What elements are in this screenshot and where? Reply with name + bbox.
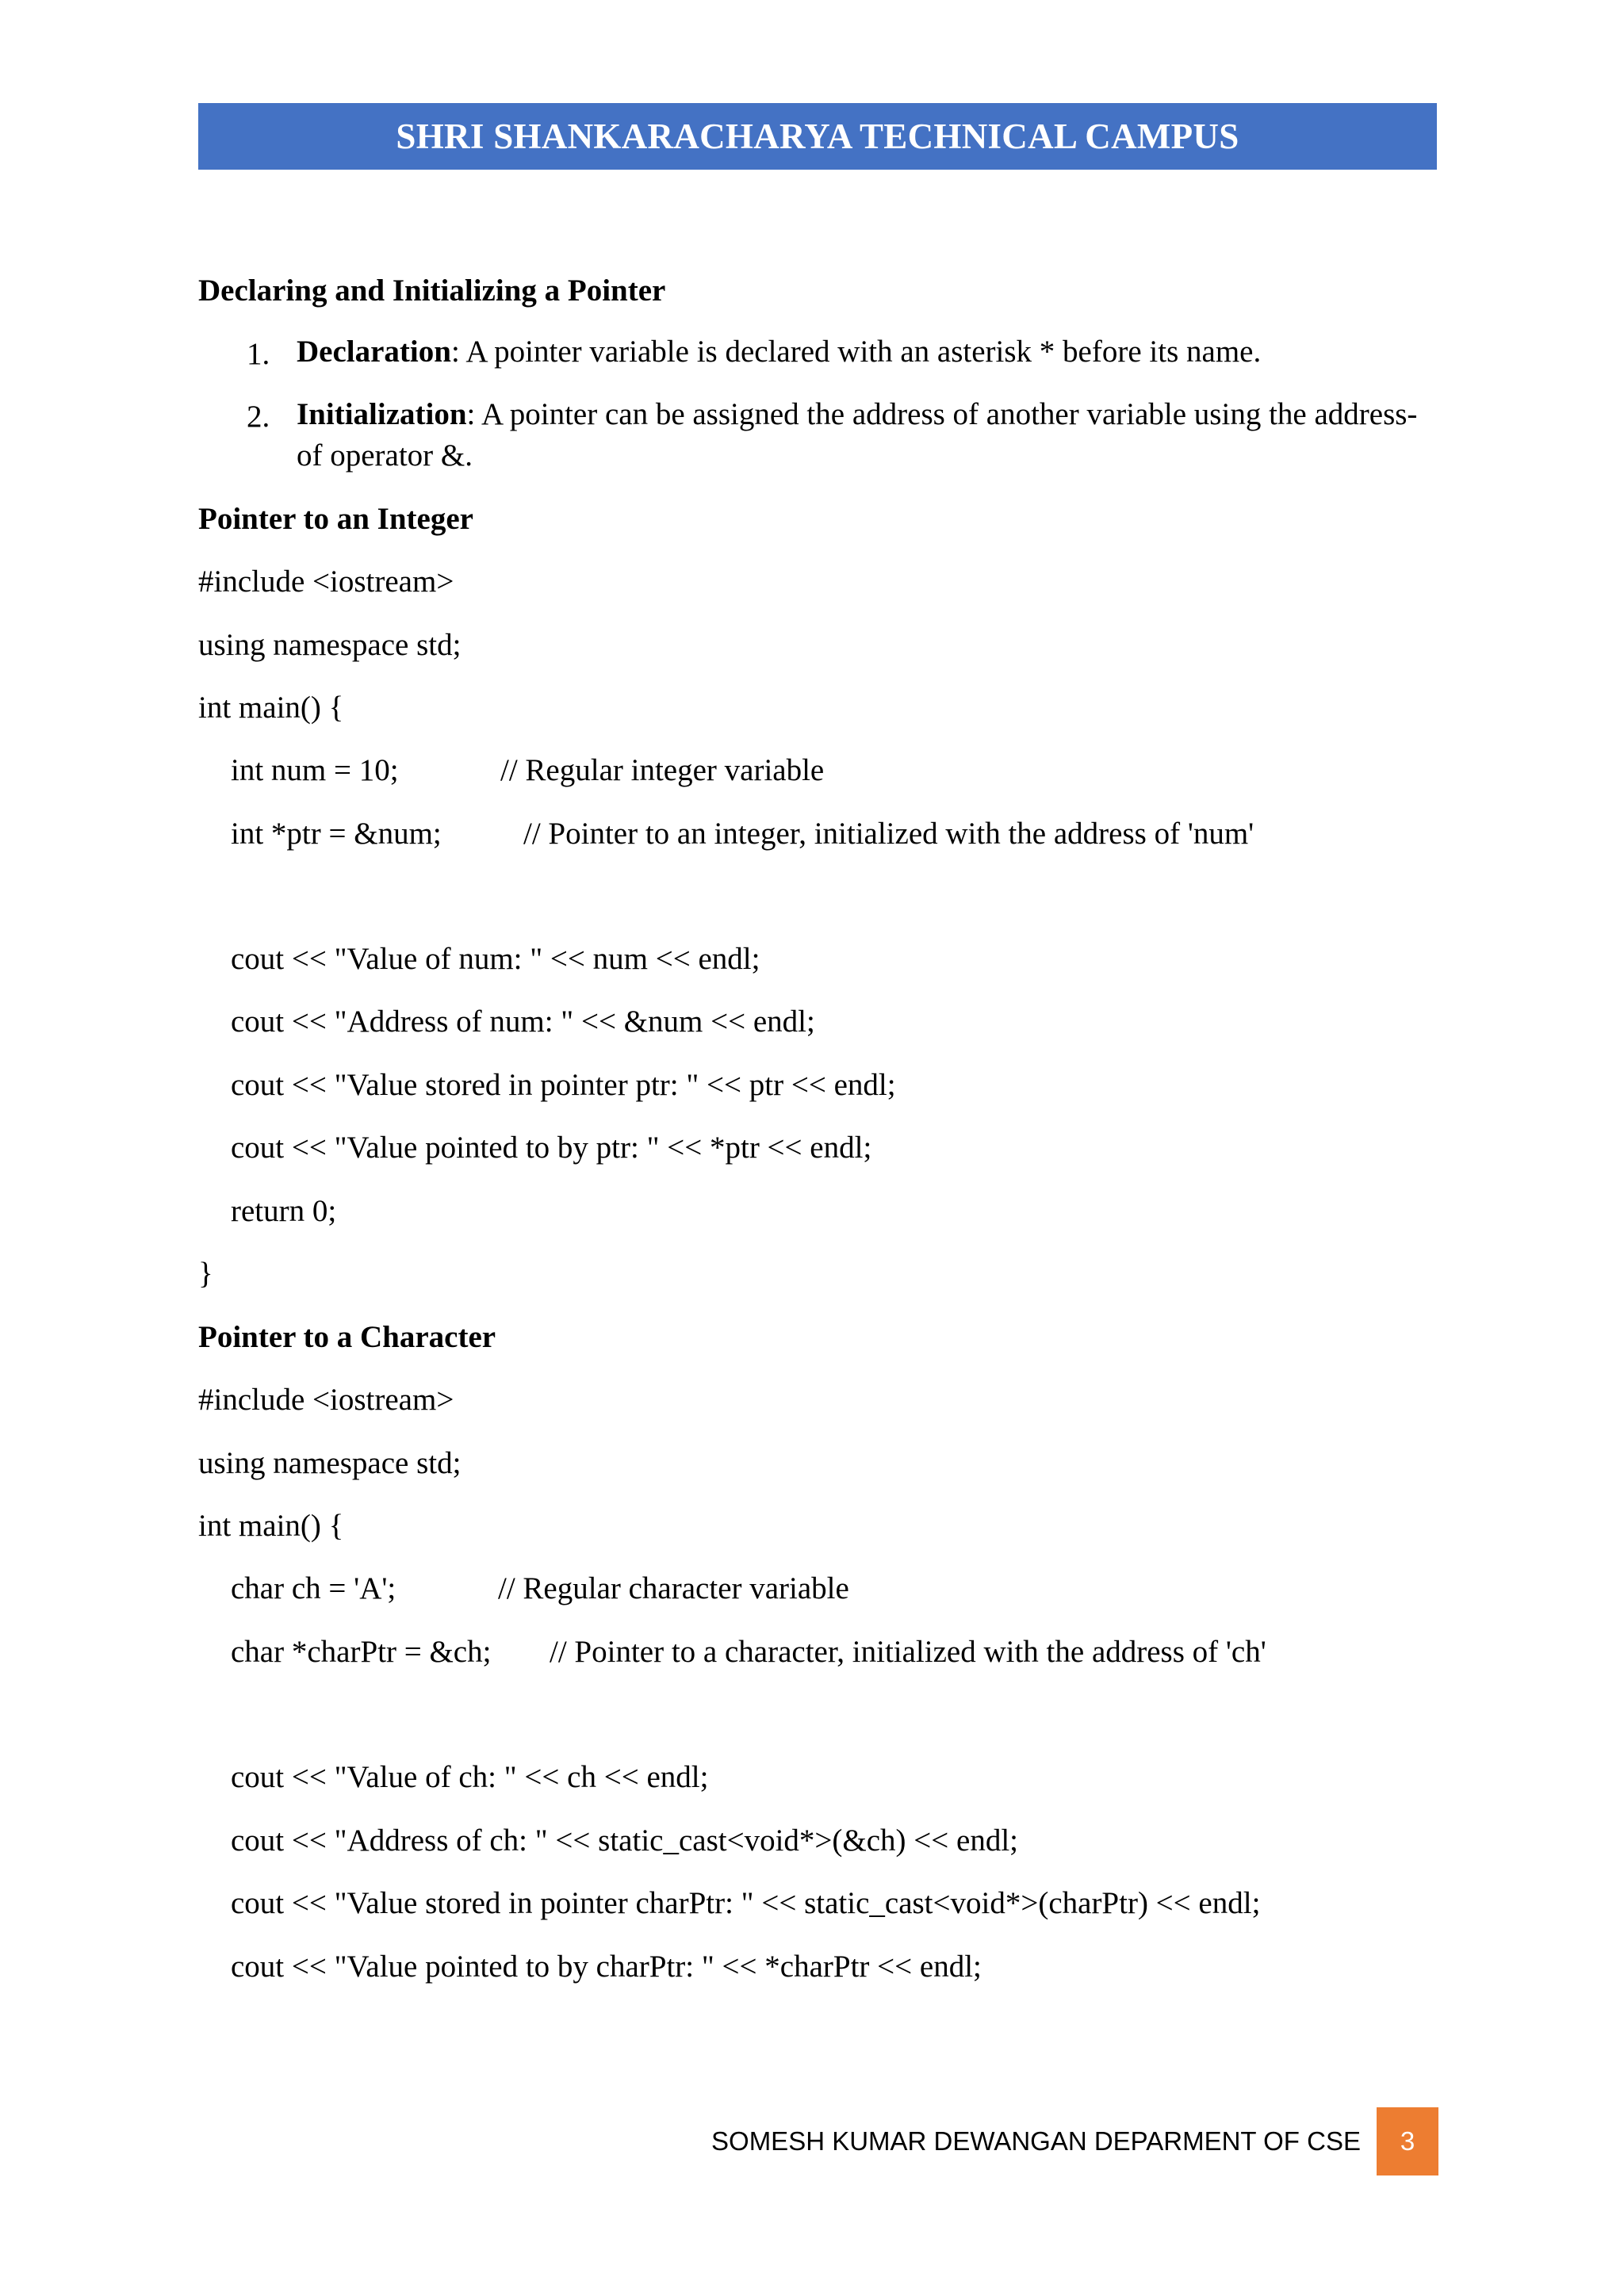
footer-author: SOMESH KUMAR DEWANGAN DEPARMENT OF CSE [711, 2126, 1361, 2156]
code-line-cout-2: cout << "Address of ch: " << static_cast<void*>(&ch) << endl; [231, 1823, 1019, 1858]
list-item-initialization [297, 394, 1438, 476]
code-line-cout-4: cout << "Value pointed to by charPtr: " << *charPtr << endl; [231, 1950, 982, 1984]
list-item-text: : A pointer can be assigned the address of another variable using the address-of operator &. [297, 397, 1418, 473]
code-line-namespace: using namespace std; [198, 628, 462, 662]
code-line-main-open: int main() { [198, 1509, 344, 1543]
header-banner [198, 103, 1437, 170]
list-item-text: : A pointer variable is declared with an asterisk * before its name. [450, 335, 1262, 369]
code-line-cout-1: cout << "Value of num: " << num << endl; [231, 942, 760, 976]
code-line-return: return 0; [231, 1194, 337, 1228]
list-item-number-1: 1. [247, 337, 270, 371]
code-comment-decl-ptr: // Pointer to an integer, initialized with the address of 'num' [523, 817, 1254, 851]
section-heading-declaring: Declaring and Initializing a Pointer [198, 274, 666, 308]
banner-title: SHRI SHANKARACHARYA TECHNICAL CAMPUS [396, 117, 1239, 156]
code-line-decl-charptr: char *charPtr = &ch; [231, 1635, 492, 1669]
code-comment-decl-ch: // Regular character variable [498, 1571, 849, 1605]
code-line-main-close: } [198, 1257, 213, 1291]
code-line-decl-num: int num = 10; [231, 753, 399, 787]
section-heading-integer: Pointer to an Integer [198, 502, 473, 536]
code-line-cout-3: cout << "Value stored in pointer ptr: " << ptr << endl; [231, 1068, 896, 1102]
code-line-cout-1: cout << "Value of ch: " << ch << endl; [231, 1760, 709, 1794]
code-line-include: #include <iostream> [198, 1383, 454, 1417]
code-comment-decl-num: // Regular integer variable [500, 753, 825, 787]
code-line-namespace: using namespace std; [198, 1446, 462, 1480]
code-line-main-open: int main() { [198, 691, 344, 725]
list-item-number-2: 2. [247, 400, 270, 434]
code-line-cout-2: cout << "Address of num: " << &num << endl; [231, 1004, 815, 1039]
code-line-decl-ch: char ch = 'A'; [231, 1571, 396, 1605]
code-line-cout-3: cout << "Value stored in pointer charPtr: " << static_cast<void*>(charPtr) << endl; [231, 1886, 1261, 1920]
code-line-include: #include <iostream> [198, 564, 454, 599]
page-number-badge [1377, 2107, 1438, 2175]
code-comment-decl-charptr: // Pointer to a character, initialized with the address of 'ch' [550, 1635, 1266, 1669]
page-number: 3 [1400, 2126, 1415, 2156]
list-item-term: Declaration [297, 335, 451, 369]
section-heading-character: Pointer to a Character [198, 1320, 496, 1354]
code-line-cout-4: cout << "Value pointed to by ptr: " << *ptr << endl; [231, 1131, 872, 1165]
code-line-decl-ptr: int *ptr = &num; [231, 817, 442, 851]
list-item-declaration [297, 331, 1438, 373]
list-item-term: Initialization [297, 397, 467, 431]
